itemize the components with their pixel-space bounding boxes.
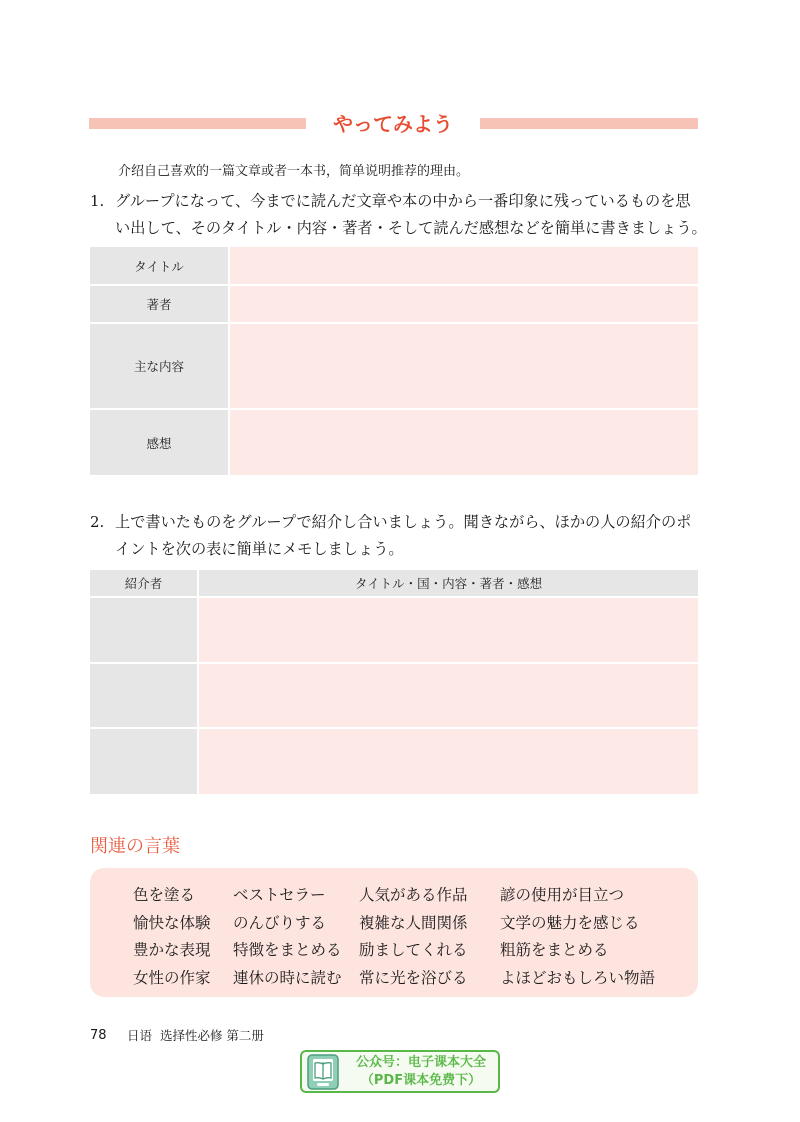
- vocabulary-item: 常に光を浴びる: [359, 968, 468, 987]
- vocabulary-item: ベストセラー: [233, 886, 326, 904]
- vocabulary-column: [500, 882, 655, 992]
- vocabulary-column: [359, 882, 468, 992]
- table1-answer-impression: [230, 410, 698, 475]
- vocabulary-item: 複雑な人間関係: [359, 913, 468, 932]
- table2-header-details: タイトル・国・内容・著者・感想: [199, 570, 698, 596]
- watermark-stamp: [300, 1050, 500, 1093]
- vocabulary-title: 関連の言葉: [90, 836, 180, 857]
- task2-line1: 上で書いたものをグループで紹介し合いましょう。聞きながら、ほかの人の紹介のポ: [115, 513, 692, 531]
- vocabulary-item: 色を塗る: [133, 886, 196, 904]
- vocabulary-item: 特徴をまとめる: [233, 941, 342, 959]
- vocabulary-item: のんびりする: [233, 913, 327, 932]
- vocabulary-item: 連休の時に読む: [233, 968, 342, 987]
- vocabulary-item: 粗筋をまとめる: [500, 941, 609, 959]
- instruction-zh: 介绍自己喜欢的一篇文章或者一本书，简单说明推荐的理由。: [118, 164, 470, 179]
- header-bar-right: [480, 118, 698, 129]
- vocabulary-box: [90, 868, 698, 997]
- task1-line1: グループになって、今までに読んだ文章や本の中から一番印象に残っているものを思: [115, 192, 691, 210]
- table2-notes-cell: [199, 729, 698, 794]
- table1-answer-author: [230, 286, 698, 322]
- watermark-line1: 公众号：电子课本大全: [355, 1055, 486, 1070]
- header-bar-left: [89, 118, 306, 129]
- table2-notes-cell: [199, 664, 698, 727]
- table2-header-presenter: 紹介者: [90, 570, 197, 596]
- table2: [90, 570, 698, 794]
- vocabulary-item: 愉快な体験: [133, 913, 211, 932]
- table2-notes-cell: [199, 598, 698, 662]
- vocabulary-column: [233, 882, 342, 992]
- table2-presenter-cell: [90, 729, 197, 794]
- vocabulary-item: 文学の魅力を感じる: [500, 913, 640, 932]
- vocabulary-column: [133, 882, 211, 992]
- vocabulary-item: 女性の作家: [133, 968, 211, 987]
- task2-line2: イントを次の表に簡単にメモしましょう。: [115, 540, 404, 558]
- table1-label-title: タイトル: [90, 247, 228, 284]
- task2-number: 2.: [90, 513, 105, 531]
- table1-label-impression: 感想: [90, 410, 228, 475]
- watermark-line2: （PDF课本免费下）: [360, 1073, 482, 1088]
- vocabulary-item: 励ましてくれる: [359, 941, 468, 959]
- textbook-icon: [306, 1054, 340, 1090]
- table1-answer-content: [230, 324, 698, 408]
- page-number: 78: [90, 1028, 107, 1043]
- vocabulary-item: 人気がある作品: [359, 886, 468, 904]
- table1-label-content: 主な内容: [90, 324, 228, 408]
- table2-presenter-cell: [90, 664, 197, 727]
- table2-presenter-cell: [90, 598, 197, 662]
- table1-answer-title: [230, 247, 698, 284]
- activity-title: やってみよう: [333, 112, 453, 136]
- task1-number: 1.: [90, 192, 105, 210]
- book-title: 日语 选择性必修 第二册: [127, 1028, 264, 1043]
- task1-line2: い出して、そのタイトル・内容・著者・そして読んだ感想などを簡単に書きましょう。: [115, 219, 707, 237]
- vocabulary-item: 諺の使用が目立つ: [500, 886, 625, 904]
- table1-label-author: 著者: [90, 286, 228, 322]
- table1: [90, 247, 698, 475]
- vocabulary-item: よほどおもしろい物語: [500, 968, 656, 987]
- vocabulary-item: 豊かな表現: [133, 941, 211, 959]
